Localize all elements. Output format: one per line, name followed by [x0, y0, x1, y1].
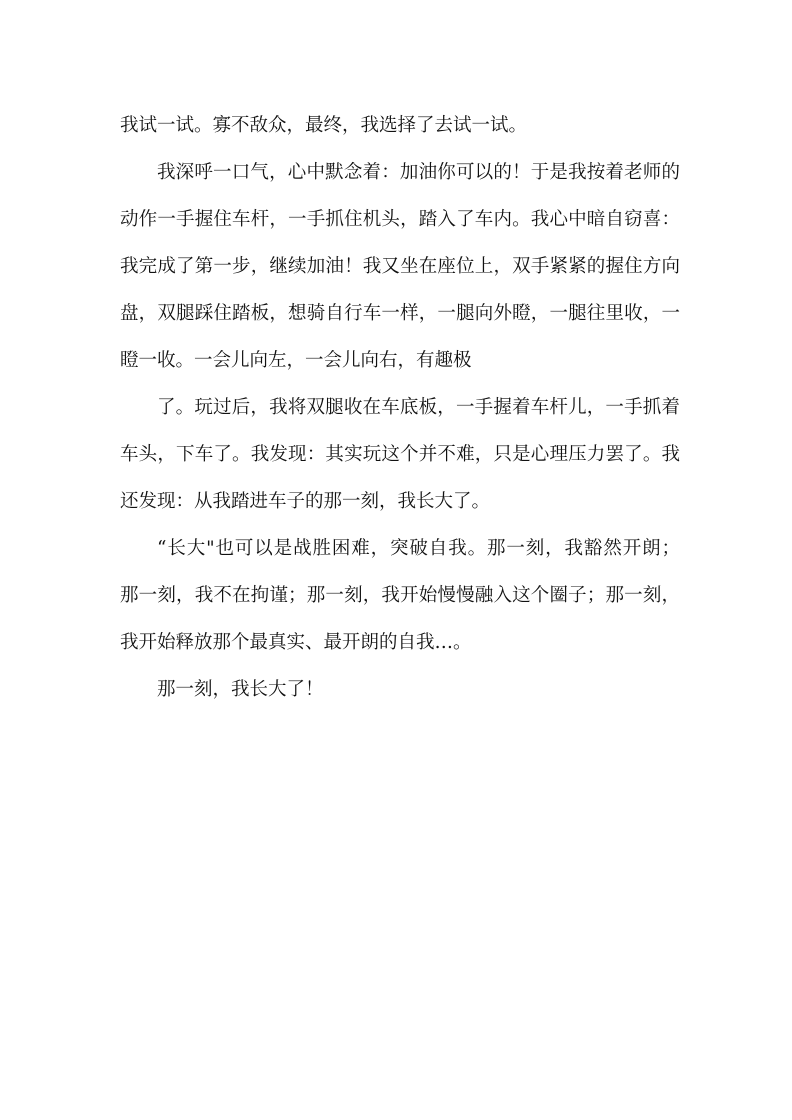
text-line: “长大"也可以是战胜困难，突破自我。那一刻，我豁然开朗； — [157, 538, 680, 559]
text-line: 动作一手握住车杆，一手抓住机头，踏入了车内。我心中暗自窃喜： — [120, 209, 680, 230]
text-line: 那一刻，我长大了！ — [157, 679, 324, 700]
text-line: 我完成了第一步，继续加油！我又坐在座位上，双手紧紧的握住方向 — [120, 256, 680, 277]
text-line: 那一刻，我不在拘谨；那一刻，我开始慢慢融入这个圈子；那一刻， — [120, 585, 680, 606]
text-line: 我开始释放那个最真实、最开朗的自我…。 — [120, 632, 472, 653]
text-line: 还发现：从我踏进车子的那一刻，我长大了。 — [120, 491, 491, 512]
text-line: 盘，双腿踩住踏板，想骑自行车一样，一腿向外瞪，一腿往里收，一 — [120, 303, 680, 324]
text-line: 我深呼一口气，心中默念着：加油你可以的！于是我按着老师的 — [157, 162, 680, 183]
text-line: 了。玩过后，我将双腿收在车底板，一手握着车杆儿，一手抓着 — [157, 397, 680, 418]
text-line: 车头，下车了。我发现：其实玩这个并不难，只是心理压力罢了。我 — [120, 444, 680, 465]
text-line: 瞪一收。一会儿向左，一会儿向右，有趣极 — [120, 350, 472, 371]
text-line: 我试一试。寡不敌众，最终，我选择了去试一试。 — [120, 115, 528, 136]
